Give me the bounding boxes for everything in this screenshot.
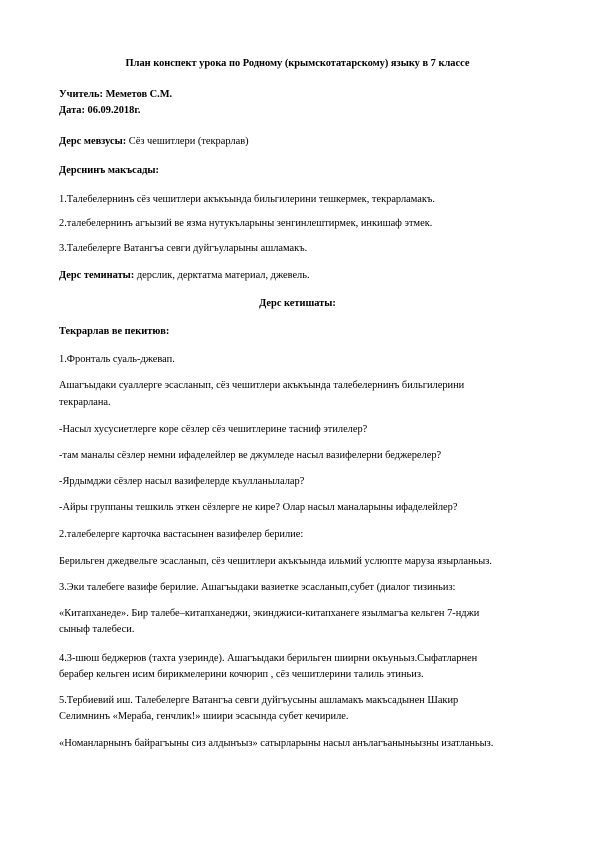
item-2-text: Берильген джедвельге эсасланып, сёз чешитлери акъкъында ильмий услюпте маруза язырланьыз.: [59, 556, 492, 567]
equipment-label: Дерс теминаты:: [59, 270, 135, 281]
item-3: 3.Эки талебеге вазифе берилие. Ашагъыдаки вазиетке эсасланып,субет (диалог тизиньиз:: [59, 582, 456, 593]
item-4-b: берабер кельген исим бирикмелерини кочюрип , сёз чешитлерини талиль этиньиз.: [59, 669, 424, 680]
question-4: -Айры группаны тешкиль эткен сёзлерге не кире? Олар насыл маналарыны ифаделейлер?: [59, 502, 458, 513]
document-title: План конспект урока по Родному (крымскотатарскому) языку в 7 классе: [125, 58, 470, 69]
topic-label: Дерс мевзусы:: [59, 136, 127, 147]
course-heading: Дерс кетишаты:: [259, 298, 336, 309]
review-heading: Текрарлав ве пекитюв:: [59, 326, 170, 337]
item-2: 2.талебелерге карточка вастасынен вазифелер берилие:: [59, 529, 304, 540]
topic-value: Сёз чешитлери (текрарлав): [126, 136, 249, 147]
question-3: -Ярдымджи сёзлер насыл вазифелерде къулланылалар?: [59, 476, 305, 487]
item-1: 1.Фронталь суаль-джевап.: [59, 354, 175, 365]
equipment-line: [59, 268, 559, 283]
question-2: -там маналы сёзлер немни ифаделейлер ве джумледе насыл вазифелерни беджерелер?: [59, 450, 442, 461]
goals-heading: Дерснинъ макъсады:: [59, 165, 159, 176]
teacher-line: Учитель: Меметов С.М.: [59, 89, 173, 100]
date-line: Дата: 06.09.2018г.: [59, 105, 141, 116]
item-5-c: «Номанларнынъ байрагъыны сиз алдынъыз» сатырларыны насыл анълагъаныньызны изатланьыз.: [59, 738, 494, 749]
item-3-text-a: «Китапханеде». Бир талебе–китапханеджи, экинджиси-китапханеге язылмагъа кельген 7-нджи: [59, 608, 480, 619]
item-4-a: 4.3-шюш беджерюв (тахта узеринде). Ашагъыдаки берильген шиирни окъуньыз.Сыфатларнен: [59, 653, 478, 664]
item-5-b: Селимнинъ «Мераба, генчлик!» шиири эсасында субет кечириле.: [59, 711, 349, 722]
item-3-text-b: сыныф талебеси.: [59, 624, 135, 635]
item-1-text-a: Ашагъыдаки суаллерге эсасланып, сёз чешитлери акъкъында талебелернинъ бильгилерини: [59, 380, 465, 391]
goal-2: 2.талебелернинъ агъызий ве язма нутукъларыны зенгинлештирмек, инкишаф этмек.: [59, 218, 433, 229]
topic-line: [59, 134, 559, 149]
goal-3: 3.Талебелерге Ватангъа севги дуйгъуларыны ашламакъ.: [59, 243, 308, 254]
item-1-text-b: текрарлана.: [59, 397, 111, 408]
goal-1: 1.Талебелернинъ сёз чешитлери акъкъында бильгилерини тешкермек, текрарламакъ.: [59, 194, 435, 205]
question-1: -Насыл хусусиетлерге коре сёзлер сёз чешитлерине тасниф этилелер?: [59, 424, 368, 435]
item-5-a: 5.Тербиевий иш. Талебелерге Ватангъа севги дуйгъусыны ашламакъ макъсадынен Шакир: [59, 695, 459, 706]
equipment-value: дерслик, дерктатма материал, джевель.: [134, 270, 310, 281]
